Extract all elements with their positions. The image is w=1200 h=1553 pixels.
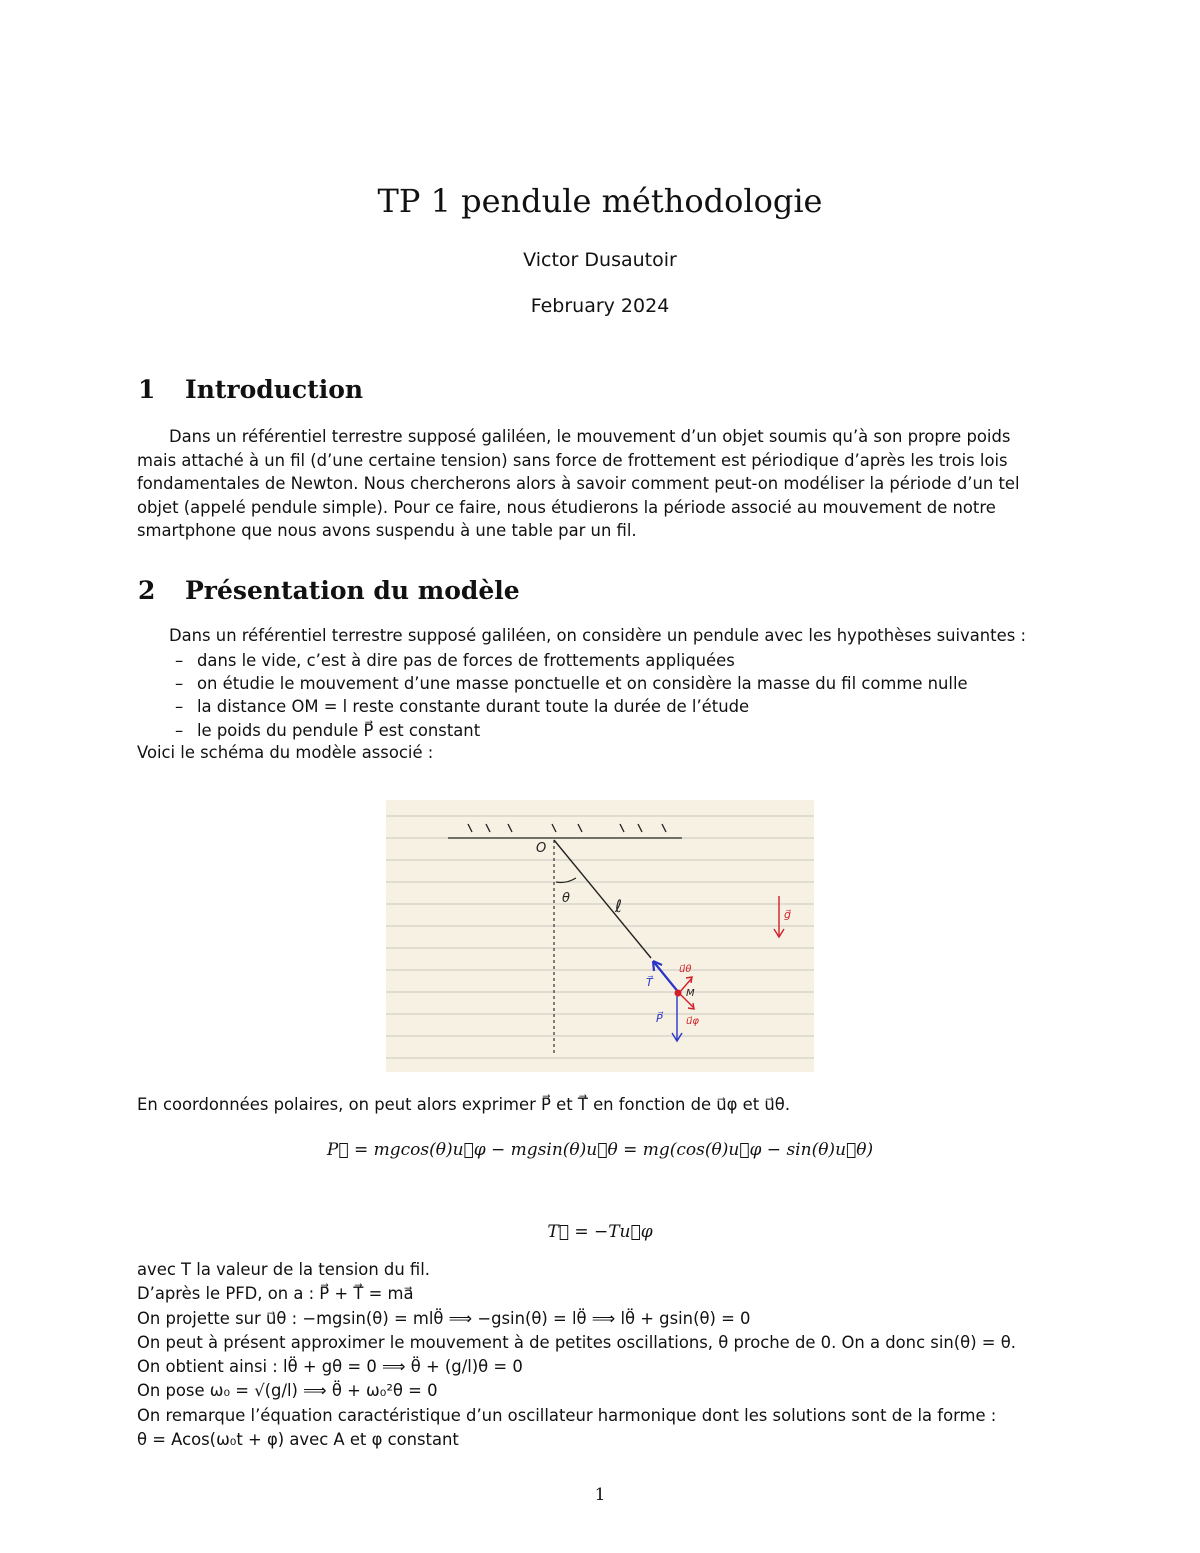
label-T: T⃗ bbox=[646, 976, 653, 989]
derivation-line: On obtient ainsi : lθ̈ + gθ = 0 ⟹ θ̈ + (g/l)θ = 0 bbox=[137, 1357, 523, 1377]
label-u-phi: u⃗φ bbox=[686, 1016, 699, 1027]
derivation-line: θ = Acos(ω₀t + φ) avec A et φ constant bbox=[137, 1430, 459, 1450]
page-title: TP 1 pendule méthodologie bbox=[377, 182, 823, 220]
derivation-line: On projette sur u⃗θ : −mgsin(θ) = mlθ̈ ⟹ −gsin(θ) = lθ̈ ⟹ lθ̈ + gsin(θ) = 0 bbox=[137, 1308, 751, 1328]
pendulum-diagram bbox=[386, 800, 814, 1072]
page-number: 1 bbox=[594, 1485, 606, 1505]
section-number: 1 bbox=[138, 375, 156, 404]
paragraph-line: mais attaché à un fil (d’une certaine tension) sans force de frottement est périodique d’après les trois lois bbox=[137, 450, 1008, 470]
label-O: O bbox=[536, 841, 547, 856]
schema-intro: Voici le schéma du modèle associé : bbox=[137, 743, 434, 762]
section-heading-introduction bbox=[138, 375, 363, 404]
paragraph-line: objet (appelé pendule simple). Pour ce faire, nous étudierons la période associé au mouvement de notre bbox=[137, 497, 996, 517]
ruled-lines bbox=[386, 816, 814, 1058]
derivation-line: On peut à présent approximer le mouvement à de petites oscillations, θ proche de 0. On a donc sin(θ) = θ. bbox=[137, 1332, 1016, 1352]
label-u-theta: u⃗θ bbox=[679, 964, 692, 975]
derivation-line: On remarque l’équation caractéristique d’un oscillateur harmonique dont les solutions sont de la forme : bbox=[137, 1405, 997, 1425]
hypotheses-list bbox=[175, 649, 968, 742]
equation-T: T⃗ = −Tu⃗φ bbox=[547, 1222, 653, 1242]
mass-point bbox=[675, 990, 682, 997]
polar-sentence: En coordonnées polaires, on peut alors exprimer P⃗ et T⃗ en fonction de u⃗φ et u⃗θ. bbox=[137, 1095, 791, 1114]
label-g: g⃗ bbox=[784, 908, 791, 921]
paragraph-line: fondamentales de Newton. Nous chercherons alors à savoir comment peut-on modéliser la période d’un tel bbox=[137, 474, 1020, 493]
derivation bbox=[137, 1258, 1016, 1452]
paragraph-line: smartphone que nous avons suspendu à une table par un fil. bbox=[137, 521, 637, 540]
section-title: Introduction bbox=[185, 375, 364, 404]
author: Victor Dusautoir bbox=[523, 249, 677, 271]
introduction-paragraph bbox=[137, 425, 1062, 543]
section-heading-model bbox=[138, 576, 520, 605]
tension-vector bbox=[653, 961, 679, 993]
list-item: – dans le vide, c’est à dire pas de forces de frottements appliquées bbox=[175, 651, 735, 670]
paragraph-line: Dans un référentiel terrestre supposé galiléen, le mouvement d’un objet soumis qu’à son propre poids bbox=[169, 427, 1011, 446]
date: February 2024 bbox=[530, 295, 670, 317]
derivation-line: On pose ω₀ = √(g/l) ⟹ θ̈ + ω₀²θ = 0 bbox=[137, 1381, 438, 1401]
derivation-line: D’après le PFD, on a : P⃗ + T⃗ = ma⃗ bbox=[137, 1284, 414, 1304]
section-number: 2 bbox=[138, 576, 156, 605]
model-intro: Dans un référentiel terrestre supposé galiléen, on considère un pendule avec les hypothèses suivantes : bbox=[169, 626, 1026, 645]
derivation-line: avec T la valeur de la tension du fil. bbox=[137, 1260, 431, 1279]
list-item: – la distance OM = l reste constante durant toute la durée de l’étude bbox=[175, 697, 750, 717]
equation-P: P⃗ = mgcos(θ)u⃗φ − mgsin(θ)u⃗θ = mg(cos(θ)u⃗φ − sin(θ)u⃗θ) bbox=[326, 1140, 874, 1160]
label-M: M bbox=[686, 988, 695, 999]
label-P: P⃗ bbox=[656, 1012, 663, 1025]
list-item: – on étudie le mouvement d’une masse ponctuelle et on considère la masse du fil comme nulle bbox=[175, 674, 968, 694]
weight-vector bbox=[672, 996, 682, 1041]
label-theta: θ bbox=[562, 891, 570, 906]
label-l: ℓ bbox=[615, 897, 623, 917]
section-title: Présentation du modèle bbox=[185, 576, 520, 605]
list-item: – le poids du pendule P⃗ est constant bbox=[175, 720, 481, 740]
ceiling bbox=[448, 824, 682, 838]
